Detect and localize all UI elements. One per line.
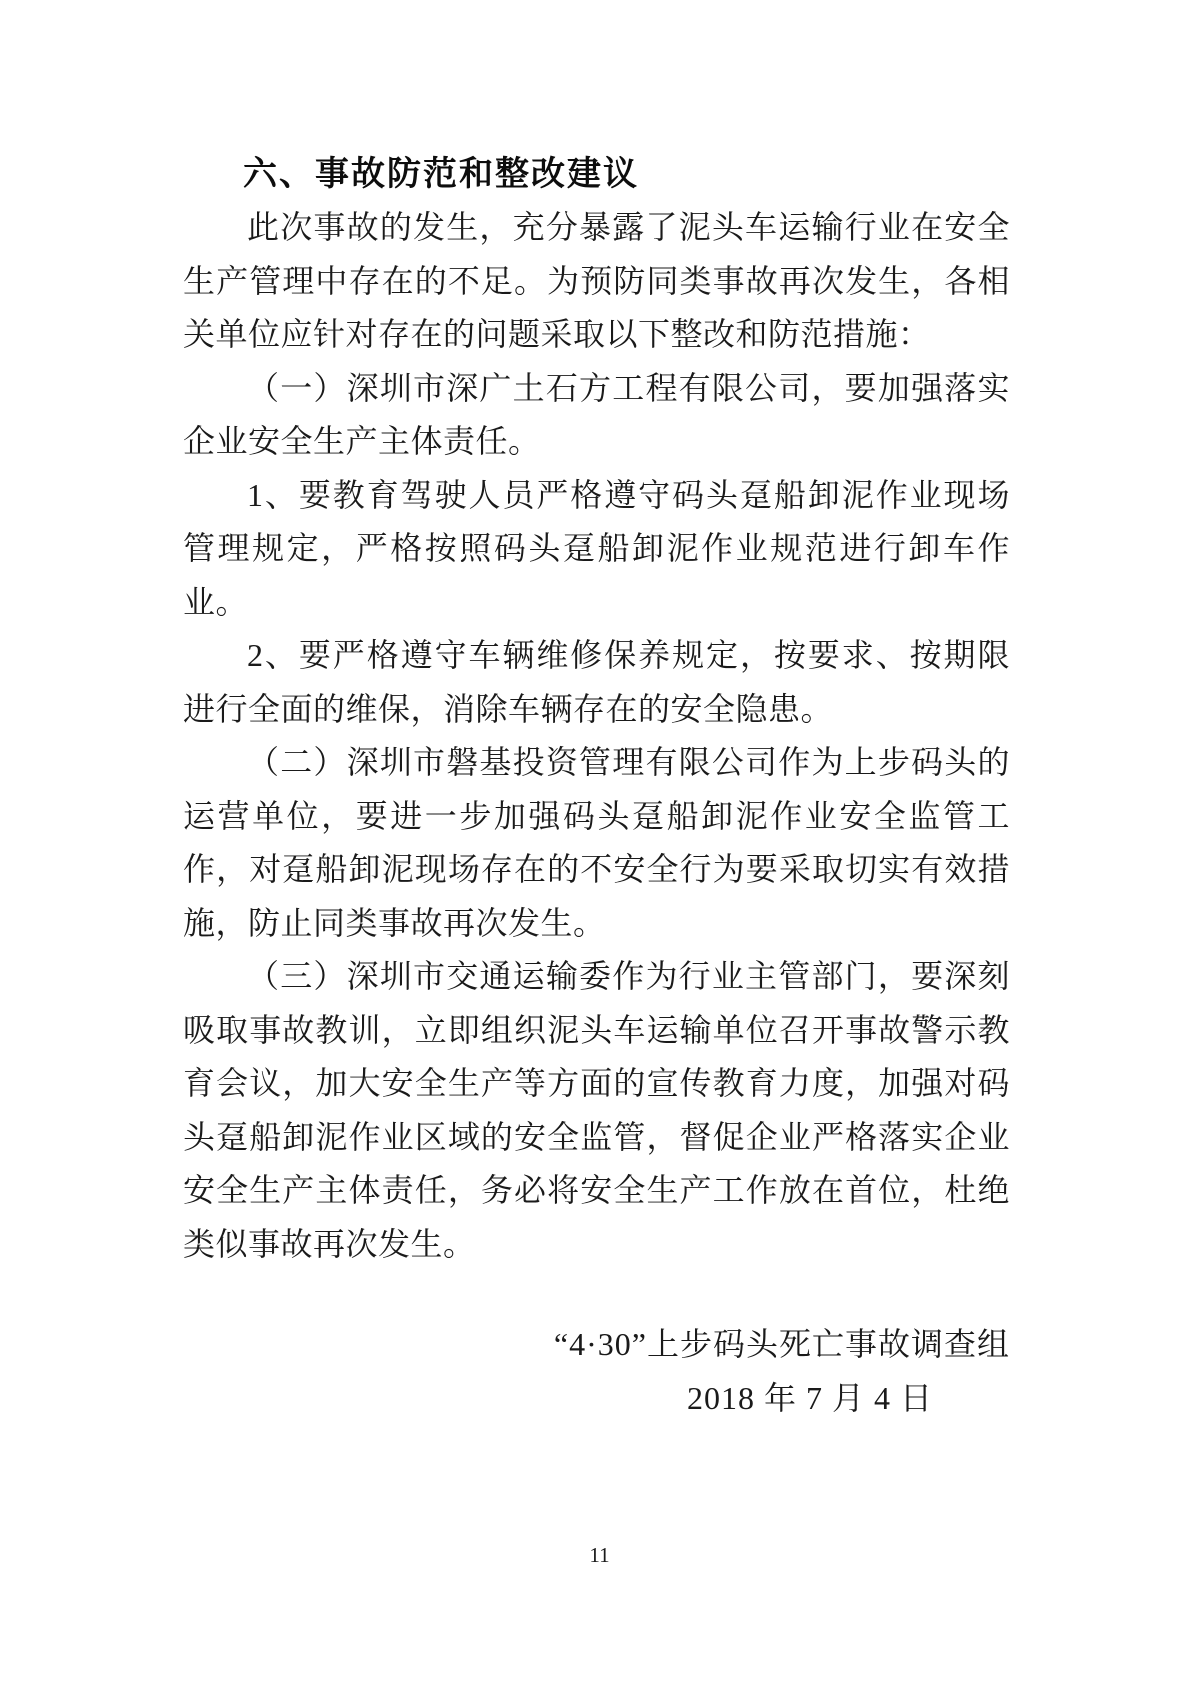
paragraph-item-1: （一）深圳市深广土石方工程有限公司，要加强落实企业安全生产主体责任。	[183, 369, 1010, 459]
paragraph-item-3: （三）深圳市交通运输委作为行业主管部门，要深刻吸取事故教训，立即组织泥头车运输单位召开事故警示教育会议，加大安全生产等方面的宣传教育力度，加强对码头趸船卸泥作业区域的安全监管，督促企业严格落实企业安全生产主体责任，务必将安全生产工作放在首位，杜绝类似事故再次发生。	[183, 958, 1010, 1262]
paragraph-item-1-sub-2: 2、要严格遵守车辆维修保养规定，按要求、按期限进行全面的维保，消除车辆存在的安全隐患。	[183, 637, 1010, 727]
page-number: 11	[589, 1543, 610, 1567]
document-content	[183, 147, 1010, 1425]
paragraph-intro: 此次事故的发生，充分暴露了泥头车运输行业在安全生产管理中存在的不足。为预防同类事故再次发生，各相关单位应针对存在的问题采取以下整改和防范措施：	[183, 209, 1010, 352]
signature-block	[183, 1318, 1010, 1425]
paragraph-item-2: （二）深圳市磐基投资管理有限公司作为上步码头的运营单位，要进一步加强码头趸船卸泥作业安全监管工作，对趸船卸泥现场存在的不安全行为要采取切实有效措施，防止同类事故再次发生。	[183, 744, 1010, 941]
signature-line: “4·30”上步码头死亡事故调查组	[553, 1326, 1010, 1362]
date-line: 2018 年 7 月 4 日	[686, 1379, 933, 1416]
paragraph-item-1-sub-1: 1、要教育驾驶人员严格遵守码头趸船卸泥作业现场管理规定，严格按照码头趸船卸泥作业规范进行卸车作业。	[183, 476, 1010, 620]
section-heading: 六、事故防范和整改建议	[243, 155, 639, 193]
